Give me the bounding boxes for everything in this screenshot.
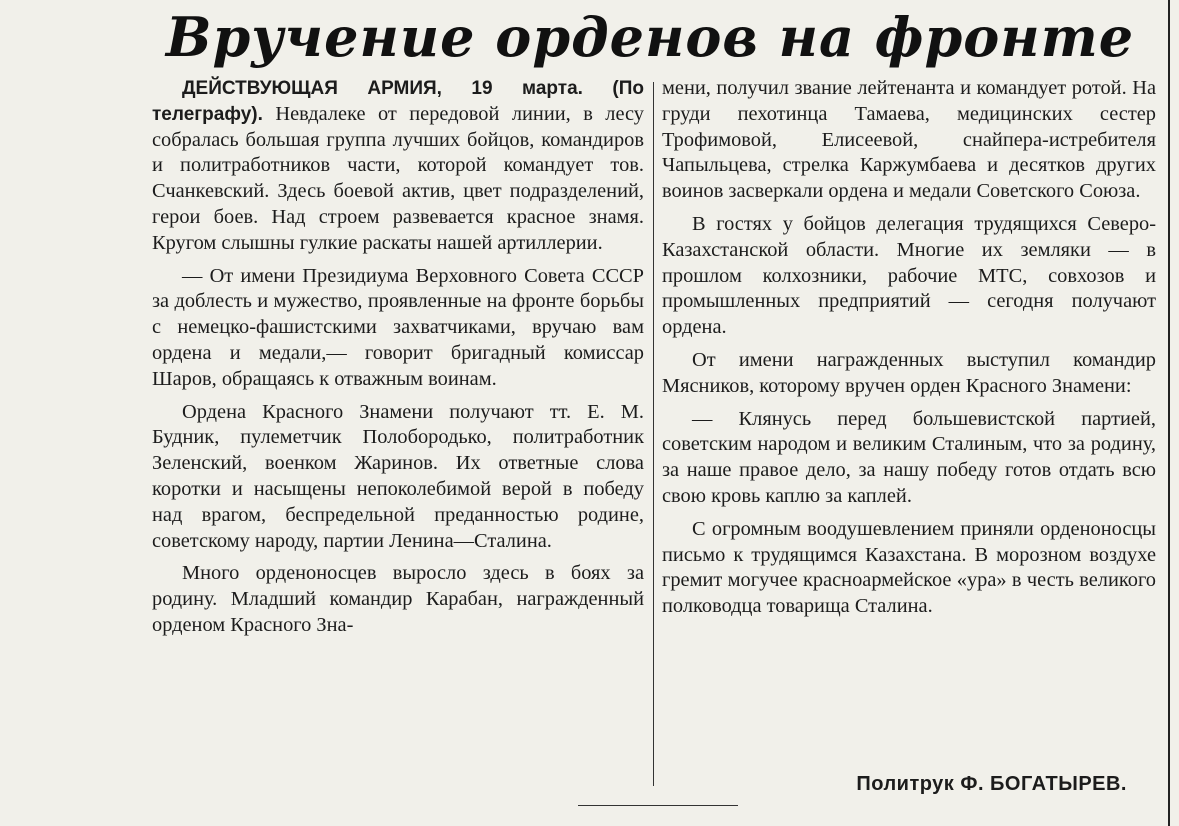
right-border-rule [1168, 0, 1170, 826]
author-signature: Политрук Ф. БОГАТЫРЕВ. [856, 773, 1127, 795]
paragraph-6: В гостях у бойцов делегация трудящихся Северо-Казахстанской области. Многие их земляки — в прошлом колхозники, рабочие МТС, совхозов и промышленных предприятий — сегодня получают ордена. [662, 212, 1156, 339]
paragraph-8: — Клянусь перед большевистской партией, советским народом и великим Сталиным, что за родину, за наше правое дело, за нашу победу готов отдать всю свою кровь каплю за каплей. [662, 407, 1156, 507]
paragraph-3: Ордена Красного Знамени получают тт. Е. М. Будник, пулеметчик Полобородько, политработник Зеленский, военком Жаринов. Их ответные слова коротки и насыщены непоколебимой верой в победу над врагом, беспредельной преданностью родине, советскому народу, партии Ленина—Сталина. [152, 400, 644, 552]
paragraph-1 [152, 76, 644, 257]
bottom-rule [578, 805, 738, 806]
column-divider [653, 82, 654, 786]
left-column [152, 76, 644, 646]
paragraph-7: От имени награжденных выступил командир Мясников, которому вручен орден Красного Знамени: [662, 348, 1156, 397]
paragraph-4: Много орденоносцев выросло здесь в боях за родину. Младший командир Карабан, награжденный орденом Красного Зна- [152, 562, 644, 636]
article-headline: Вручение орденов на фронте [165, 5, 1135, 69]
dateline: ДЕЙСТВУЮЩАЯ АРМИЯ, 19 марта. (По телеграфу). [152, 78, 644, 125]
right-column [662, 76, 1156, 627]
paragraph-2: — От имени Президиума Верховного Совета СССР за доблесть и мужество, проявленные на фронте борьбы с немецко-фашистскими захватчиками, вручаю вам ордена и медали,— говорит бригадный комиссар Шаров, обращаясь к отважным воинам. [152, 264, 644, 390]
paragraph-1-text: Невдалеке от передовой линии, в лесу собралась большая группа лучших бойцов, командиров и политработников части, которой командует тов. Счанкевский. Здесь боевой актив, цвет подразделений, герои боев. Над строем развевается красное знамя. Кругом слышны гулкие раскаты нашей артиллерии. [152, 102, 644, 254]
paragraph-9: С огромным воодушевлением приняли орденоносцы письмо к трудящимся Казахстана. В морозном воздухе гремит могучее красноармейское «ура» в честь великого полководца товарища Сталина. [662, 517, 1156, 618]
paragraph-5: мени, получил звание лейтенанта и командует ротой. На груди пехотинца Тамаева, медицинских сестер Трофимовой, Елисеевой, снайпера-истребителя Чапыльцева, стрелка Каржумбаева и десятков других воинов засверкали ордена и медали Советского Союза. [662, 77, 1156, 203]
